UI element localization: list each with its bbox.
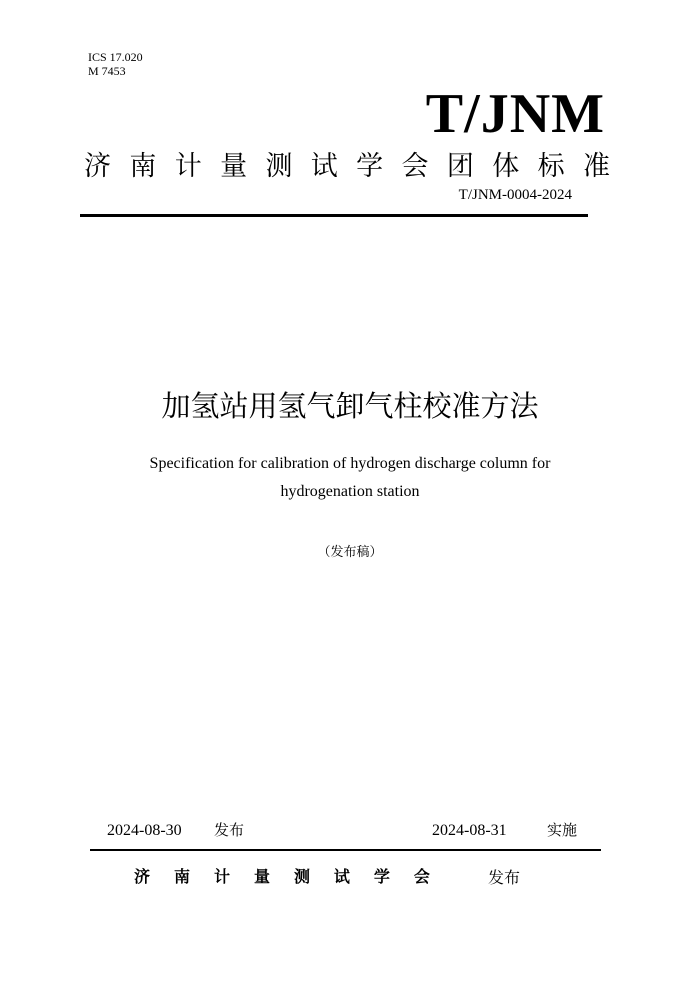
publisher-suffix: 发布 [488,868,521,887]
publisher-char: 济 [134,867,151,886]
publisher-char: 计 [213,867,230,886]
org-char: 试 [310,151,338,182]
implement-date: 2024-08-31 [432,822,507,839]
footer-divider [90,849,601,851]
org-char: 学 [356,151,384,182]
org-char: 济 [84,151,111,182]
org-char: 计 [174,151,202,182]
org-char: 南 [129,151,157,182]
publisher-char: 试 [333,867,350,886]
publish-label: 发布 [214,821,245,839]
classification-codes [88,50,143,78]
publisher-char: 测 [293,867,310,886]
ccs-code: M 7453 [88,64,126,78]
org-char: 体 [492,151,520,182]
standard-number: T/JNM-0004-2024 [458,187,572,203]
org-char: 准 [582,151,610,182]
publisher-name [134,864,430,887]
publisher-char: 南 [173,867,190,886]
org-char: 会 [401,151,429,182]
standard-brand: T/JNM [425,83,605,145]
org-char: 标 [537,151,565,182]
implement-label: 实施 [547,821,578,839]
publish-date: 2024-08-30 [107,822,182,839]
publisher-char: 量 [253,867,270,886]
draft-note: （发布稿） [317,545,383,560]
org-char: 量 [220,151,248,182]
org-char: 测 [265,151,293,182]
document-title: 加氢站用氢气卸气柱校准方法 [161,389,539,423]
publisher-char: 会 [413,867,430,886]
english-title-line-1: Specification for calibration of hydrogen discharge column for [149,455,551,472]
english-title-line-2: hydrogenation station [280,483,420,500]
header-divider [80,214,588,217]
ics-code: ICS 17.020 [88,50,143,64]
publisher-char: 学 [373,867,390,886]
org-char: 团 [446,151,474,182]
english-title [0,450,700,506]
organization-standard-heading [84,150,610,184]
